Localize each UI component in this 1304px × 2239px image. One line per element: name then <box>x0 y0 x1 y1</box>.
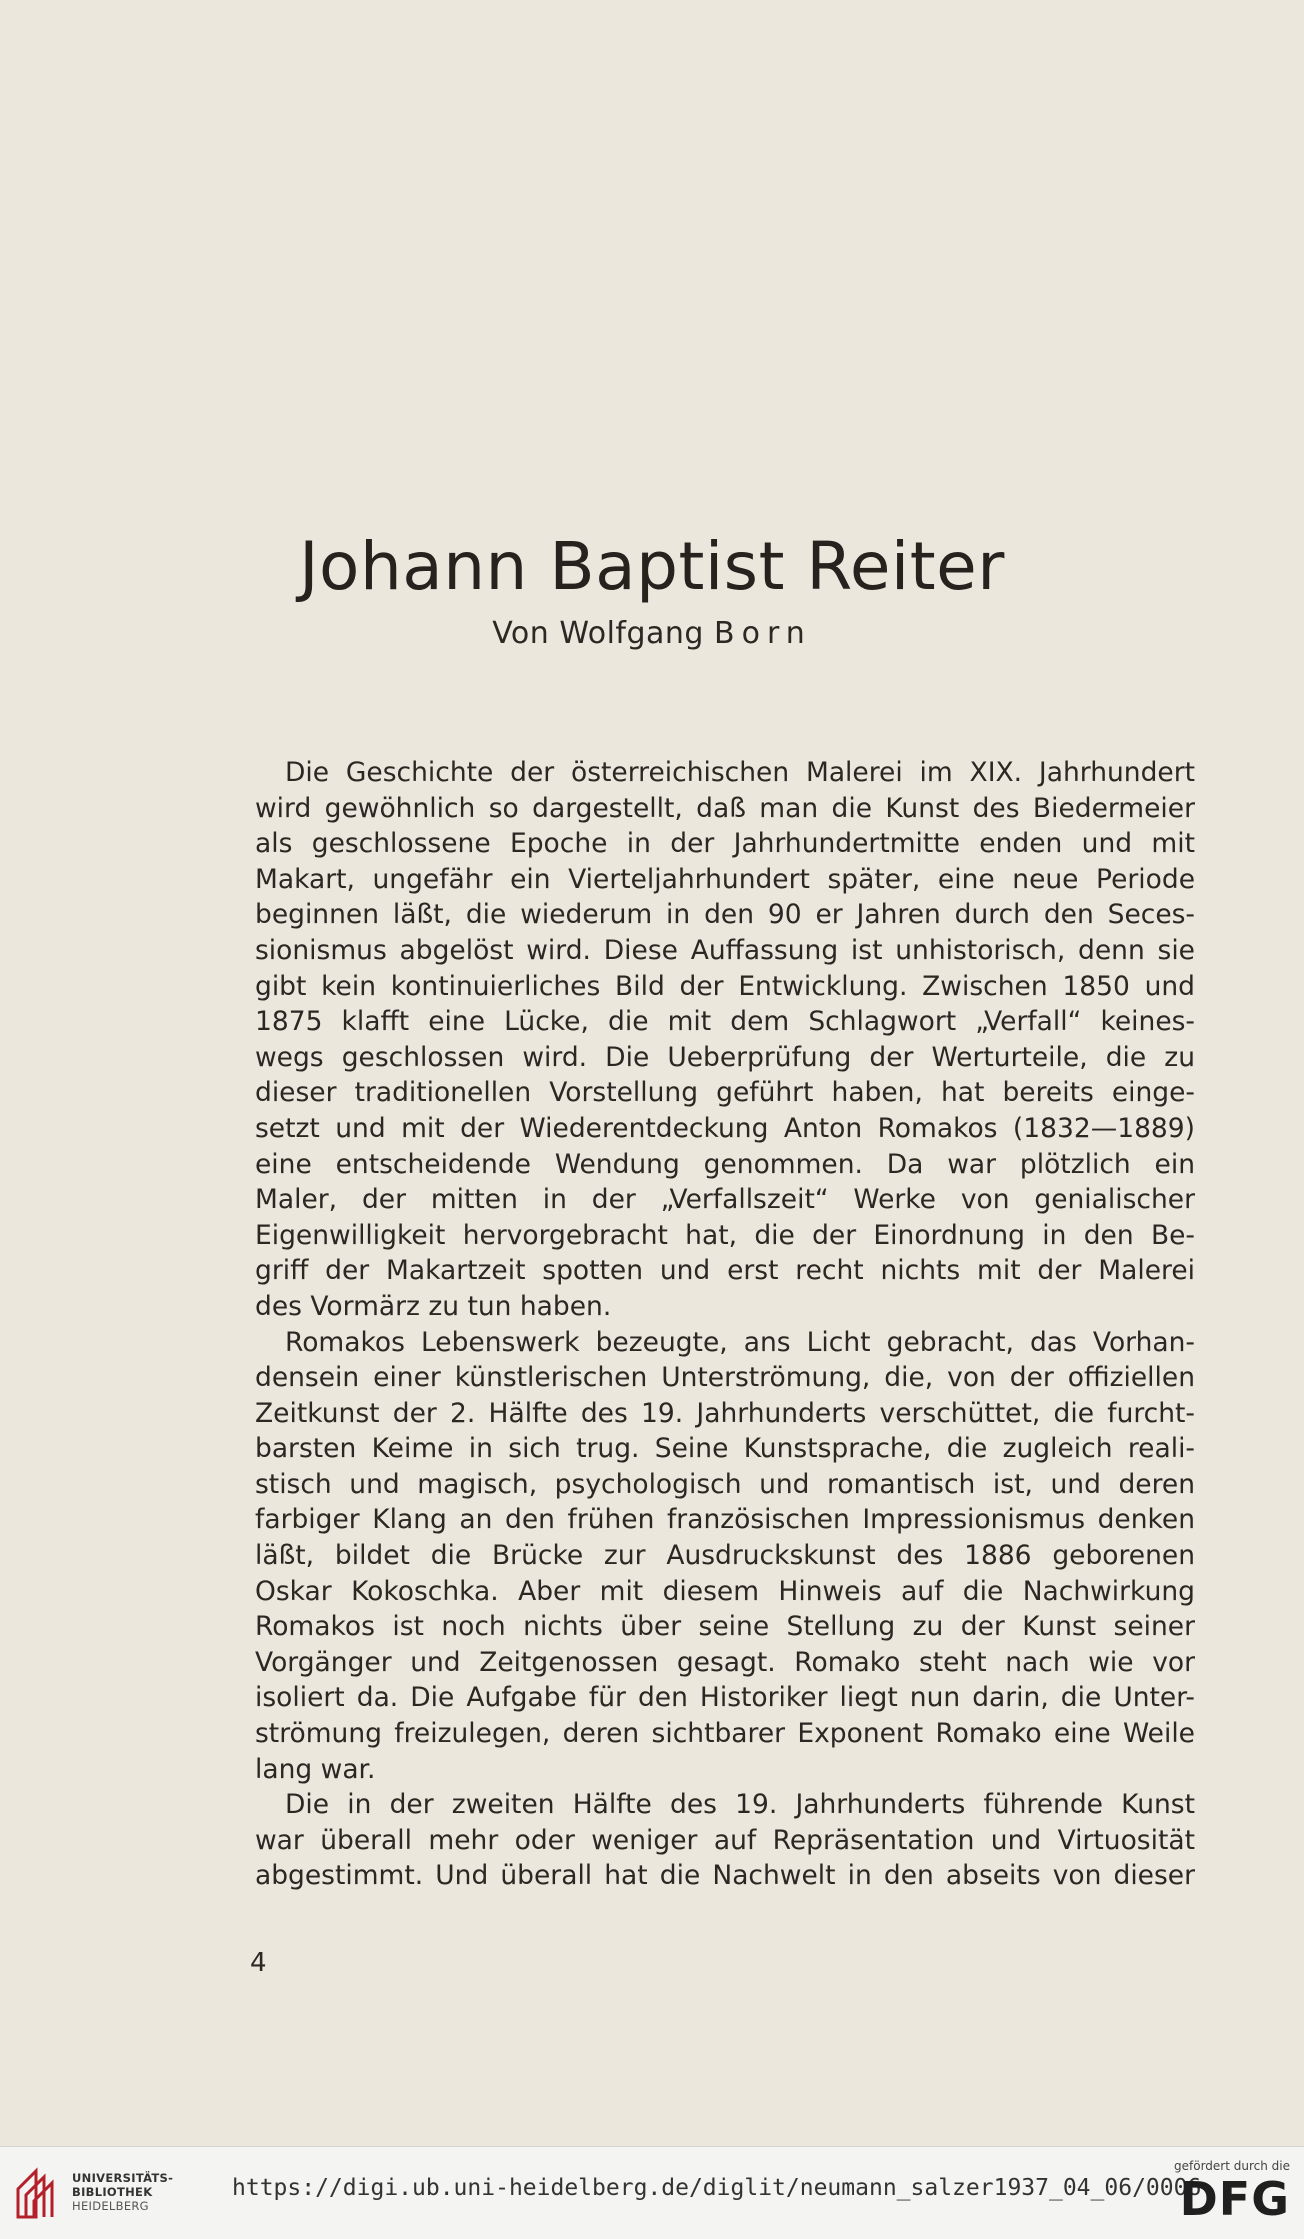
body-line: densein einer künstlerischen Unterströmung, die, von der offiziellen <box>255 1362 1195 1394</box>
dfg-logo: DFG <box>1179 2172 1290 2226</box>
institution-line-2: BIBLIOTHEK <box>72 2185 153 2199</box>
body-line: Vorgänger und Zeitgenossen gesagt. Romako steht nach wie vor <box>255 1646 1195 1678</box>
body-line: sionismus abgelöst wird. Diese Auffassung ist unhistorisch, denn sie <box>255 934 1195 966</box>
body-line: Romakos ist noch nichts über seine Stellung zu der Kunst seiner <box>255 1611 1195 1643</box>
viewer-footer <box>0 2146 1304 2239</box>
body-line: farbiger Klang an den frühen französischen Impressionismus denken <box>255 1504 1195 1536</box>
body-line: Zeitkunst der 2. Hälfte des 19. Jahrhunderts verschüttet, die furcht- <box>255 1397 1195 1429</box>
body-line: beginnen läßt, die wiederum in den 90 er Jahren durch den Seces- <box>255 899 1195 931</box>
page-number: 4 <box>250 1948 267 1978</box>
body-line: des Vormärz zu tun haben. <box>255 1290 612 1322</box>
article-title: Johann Baptist Reiter <box>299 528 1005 605</box>
body-line: als geschlossene Epoche in der Jahrhundertmitte enden und mit <box>255 828 1195 860</box>
body-line: strömung freizulegen, deren sichtbarer Exponent Romako eine Weile <box>255 1718 1195 1750</box>
body-line: Die in der zweiten Hälfte des 19. Jahrhunderts führende Kunst <box>285 1789 1195 1821</box>
body-line: Maler, der mitten in der „Verfallszeit“ Werke von genialischer <box>255 1184 1195 1216</box>
body-line: eine entscheidende Wendung genommen. Da war plötzlich ein <box>255 1148 1195 1180</box>
body-line: Oskar Kokoschka. Aber mit diesem Hinweis auf die Nachwirkung <box>255 1575 1195 1607</box>
article-body <box>255 755 1195 1894</box>
body-line: lang war. <box>255 1753 376 1785</box>
body-line: isoliert da. Die Aufgabe für den Historiker liegt nun darin, die Unter- <box>255 1682 1195 1714</box>
university-library-name[interactable] <box>72 2171 173 2213</box>
body-line: setzt und mit der Wiederentdeckung Anton Romakos (1832—1889) <box>255 1112 1195 1144</box>
body-line: Die Geschichte der österreichischen Malerei im XIX. Jahrhundert <box>285 757 1195 788</box>
funded-by-label: gefördert durch die <box>1174 2159 1290 2173</box>
body-line: dieser traditionellen Vorstellung geführt haben, hat bereits einge- <box>255 1077 1195 1109</box>
permalink-url[interactable]: https://digi.ub.uni-heidelberg.de/diglit/neumann_salzer1937_04_06/0006 <box>232 2175 1202 2201</box>
university-library-logo-icon[interactable] <box>14 2165 58 2221</box>
body-line: gibt kein kontinuierliches Bild der Entwicklung. Zwischen 1850 und <box>255 970 1195 1002</box>
byline-prefix: Von Wolfgang <box>492 616 704 651</box>
body-paragraph <box>255 1325 1195 1788</box>
institution-line-1: UNIVERSITÄTS- <box>72 2171 174 2185</box>
article-byline <box>0 616 1304 651</box>
body-line: abgestimmt. Und überall hat die Nachwelt in den abseits von dieser <box>255 1860 1195 1892</box>
body-line: Romakos Lebenswerk bezeugte, ans Licht gebracht, das Vorhan- <box>285 1326 1195 1358</box>
body-line: wegs geschlossen wird. Die Ueberprüfung der Werturteile, die zu <box>255 1041 1195 1073</box>
byline-author-name: Born <box>714 616 812 651</box>
body-line: wird gewöhnlich so dargestellt, daß man die Kunst des Biedermeier <box>255 792 1195 824</box>
body-paragraph <box>255 755 1195 1325</box>
body-paragraph <box>255 1787 1195 1894</box>
body-line: 1875 klafft eine Lücke, die mit dem Schlagwort „Verfall“ keines- <box>255 1006 1195 1038</box>
body-line: barsten Keime in sich trug. Seine Kunstsprache, die zugleich reali- <box>255 1433 1195 1465</box>
funding-notice[interactable] <box>1150 2159 1290 2225</box>
body-line: war überall mehr oder weniger auf Repräsentation und Virtuosität <box>255 1824 1195 1856</box>
body-line: stisch und magisch, psychologisch und romantisch ist, und deren <box>255 1468 1195 1500</box>
body-line: läßt, bildet die Brücke zur Ausdruckskunst des 1886 geborenen <box>255 1540 1195 1572</box>
body-line: Eigenwilligkeit hervorgebracht hat, die der Einordnung in den Be- <box>255 1219 1195 1251</box>
body-line: Makart, ungefähr ein Vierteljahrhundert später, eine neue Periode <box>255 863 1195 895</box>
institution-line-3: HEIDELBERG <box>72 2199 149 2213</box>
body-line: griff der Makartzeit spotten und erst recht nichts mit der Malerei <box>255 1255 1195 1287</box>
